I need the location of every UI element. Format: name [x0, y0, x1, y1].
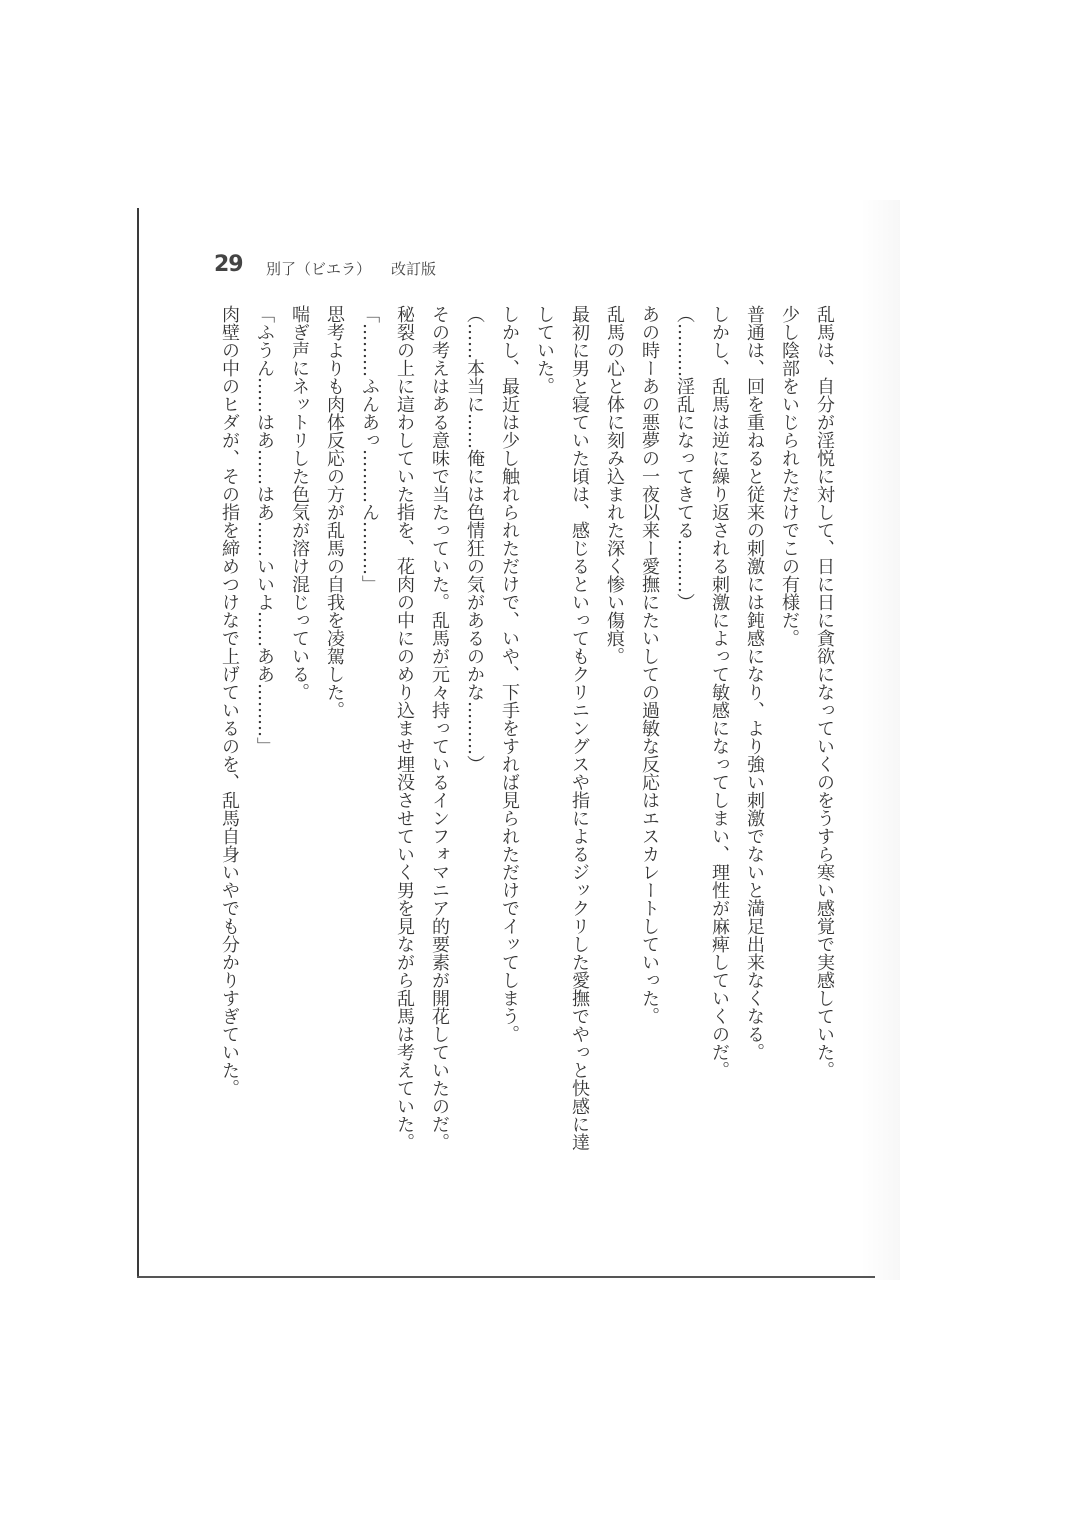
vertical-body-text: [212, 305, 842, 1175]
text-column: 肉壁の中のヒダが、その指を締めつけなで上げているのを、乱馬自身いやでも分かりすぎていた。: [219, 305, 240, 1097]
text-column: あの時ーあの悪夢の一夜以来ー愛撫にたいしての過敏な反応はエスカレートしていった。: [639, 305, 660, 1025]
scan-shadow: [860, 200, 900, 1280]
text-column: 思考よりも肉体反応の方が乱馬の自我を凌駕した。: [324, 305, 345, 719]
text-column: 「ふうん……はあ……はあ……いいよ……ああ………」: [254, 305, 275, 755]
text-column: 乱馬の心と体に刻み込まれた深く惨い傷痕。: [604, 305, 625, 665]
text-column: （……本当に……俺には色情狂の気があるのかな………）: [464, 305, 485, 773]
text-column: していた。: [534, 305, 555, 395]
running-header: [266, 258, 436, 279]
text-column: 「………ふんあっ………ん………」: [359, 305, 380, 593]
text-column: 乱馬は、自分が淫悦に対して、日に日に貪欲になっていくのをうすら寒い感覚で実感していた。: [814, 305, 835, 1079]
book-title: 別了（ビエラ）: [266, 260, 372, 278]
text-column: その考えはある意味で当たっていた。乱馬が元々持っているインフォマニア的要素が開花していたのだ。: [429, 305, 450, 1151]
text-column: 少し陰部をいじられただけでこの有様だ。: [779, 305, 800, 647]
text-column: 普通は、回を重ねると従来の刺激には鈍感になり、より強い刺激でないと満足出来なくなる。: [744, 305, 765, 1061]
text-column: 最初に男と寝ていた頃は、感じるといってもクリニングスや指によるジックリした愛撫でやっと快感に達: [569, 305, 590, 1151]
edition-label: 改訂版: [391, 260, 437, 278]
page-number: 29: [214, 252, 243, 277]
page-edge-horizontal-line: [137, 1276, 875, 1278]
text-column: （………淫乱になってきてる………）: [674, 305, 695, 611]
text-column: しかし、乱馬は逆に繰り返される刺激によって敏感になってしまい、理性が麻痺していくのだ。: [709, 305, 730, 1079]
text-column: 秘裂の上に這わしていた指を、花肉の中にのめり込ませ埋没させていく男を見ながら乱馬は考えていた。: [394, 305, 415, 1151]
page-edge-vertical-line: [137, 208, 139, 1278]
text-column: 喘ぎ声にネットリした色気が溶け混じっている。: [289, 305, 310, 701]
text-column: しかし、最近は少し触れられただけで、いや、下手をすれば見られただけでイッてしまう。: [499, 305, 520, 1043]
